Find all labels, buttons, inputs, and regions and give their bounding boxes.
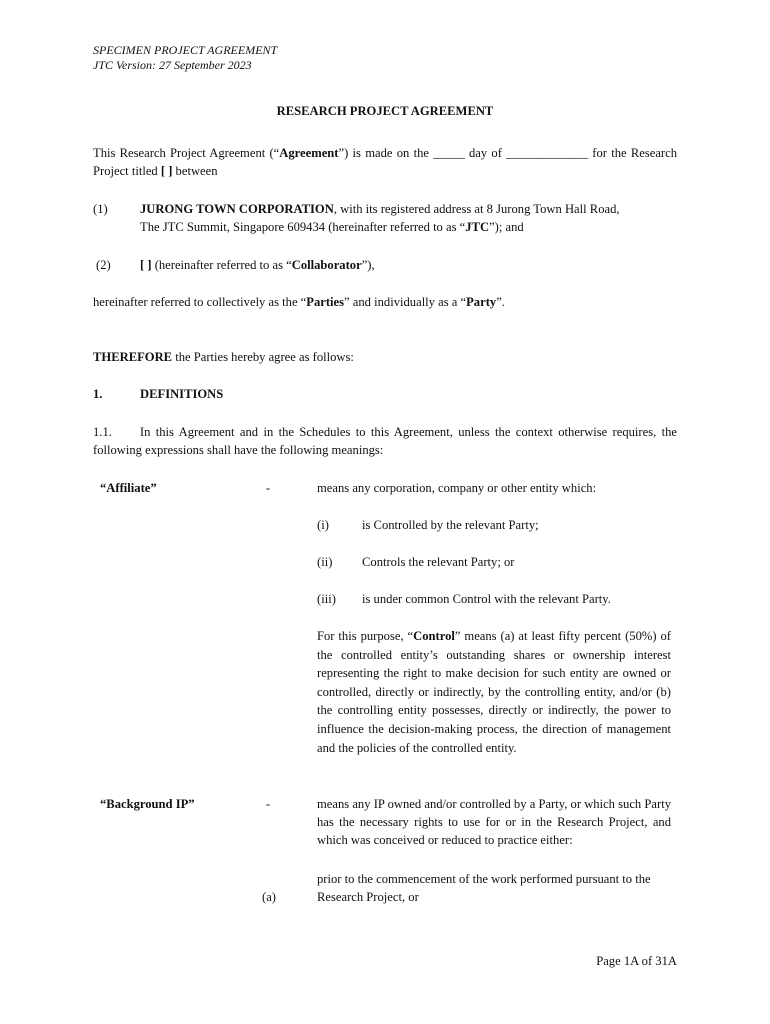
affiliate-dash: - xyxy=(266,481,271,495)
term-background-ip: “Background IP” xyxy=(100,797,195,811)
background-ip-item-a-label: (a) xyxy=(262,890,276,904)
term-affiliate: “Affiliate” xyxy=(100,481,157,495)
affiliate-lead: means any corporation, company or other entity which: xyxy=(317,481,597,495)
section-1-heading: DEFINITIONS xyxy=(140,387,224,401)
page-number: Page 1A of 31A xyxy=(596,954,677,968)
intro-paragraph: This Research Project Agreement (“Agreement”) is made on the _____ day of _____________ for the Research Project titled [ ] between xyxy=(93,146,677,178)
party-1-text: JURONG TOWN CORPORATION, with its registered address at 8 Jurong Town Hall Road, The JTC Summit, Singapore 609434 (hereinafter referred to as “JTC”); and xyxy=(140,202,620,234)
party-1-number: (1) xyxy=(93,202,108,216)
background-ip-item-a-text: prior to the commencement of the work performed pursuant to the Research Project, or xyxy=(317,872,651,904)
affiliate-item-text: Controls the relevant Party; or xyxy=(362,555,515,569)
affiliate-item-number: (iii) xyxy=(317,592,336,606)
therefore-paragraph: THEREFORE the Parties hereby agree as follows: xyxy=(93,350,354,364)
control-definition: For this purpose, “Control” means (a) at least fifty percent (50%) of the controlled entity’s outstanding shares or ownership interest representing the right to make decision for such entity are owned or controlled, directly or indirectly, by the controlling entity, and/or (b) the controlling entity possesses, directly or indirectly, the power to influence the decision-making process, the direction of management and the policies of the controlled entity. xyxy=(317,629,671,755)
background-ip-lead: means any IP owned and/or controlled by a Party, or which such Party has the necessary rights to use for or in the Research Project, and which was conceived or reduced to practice either: xyxy=(317,797,671,848)
affiliate-item-text: is Controlled by the relevant Party; xyxy=(362,518,539,532)
header-line-2: JTC Version: 27 September 2023 xyxy=(93,58,252,72)
section-1-number: 1. xyxy=(93,387,103,401)
background-ip-dash: - xyxy=(266,797,271,811)
affiliate-item-number: (i) xyxy=(317,518,329,532)
party-2-text: [ ] (hereinafter referred to as “Collaborator”), xyxy=(140,258,375,272)
affiliate-item-text: is under common Control with the relevant Party. xyxy=(362,592,611,606)
header-line-1: SPECIMEN PROJECT AGREEMENT xyxy=(93,43,278,57)
collective-paragraph: hereinafter referred to collectively as the “Parties” and individually as a “Party”. xyxy=(93,295,505,309)
affiliate-item-number: (ii) xyxy=(317,555,333,569)
document-title: RESEARCH PROJECT AGREEMENT xyxy=(276,104,494,118)
party-2-number: (2) xyxy=(96,258,111,272)
clause-1-1: 1.1. In this Agreement and in the Schedules to this Agreement, unless the context otherwise requires, the following expressions shall have the following meanings: xyxy=(93,425,677,457)
